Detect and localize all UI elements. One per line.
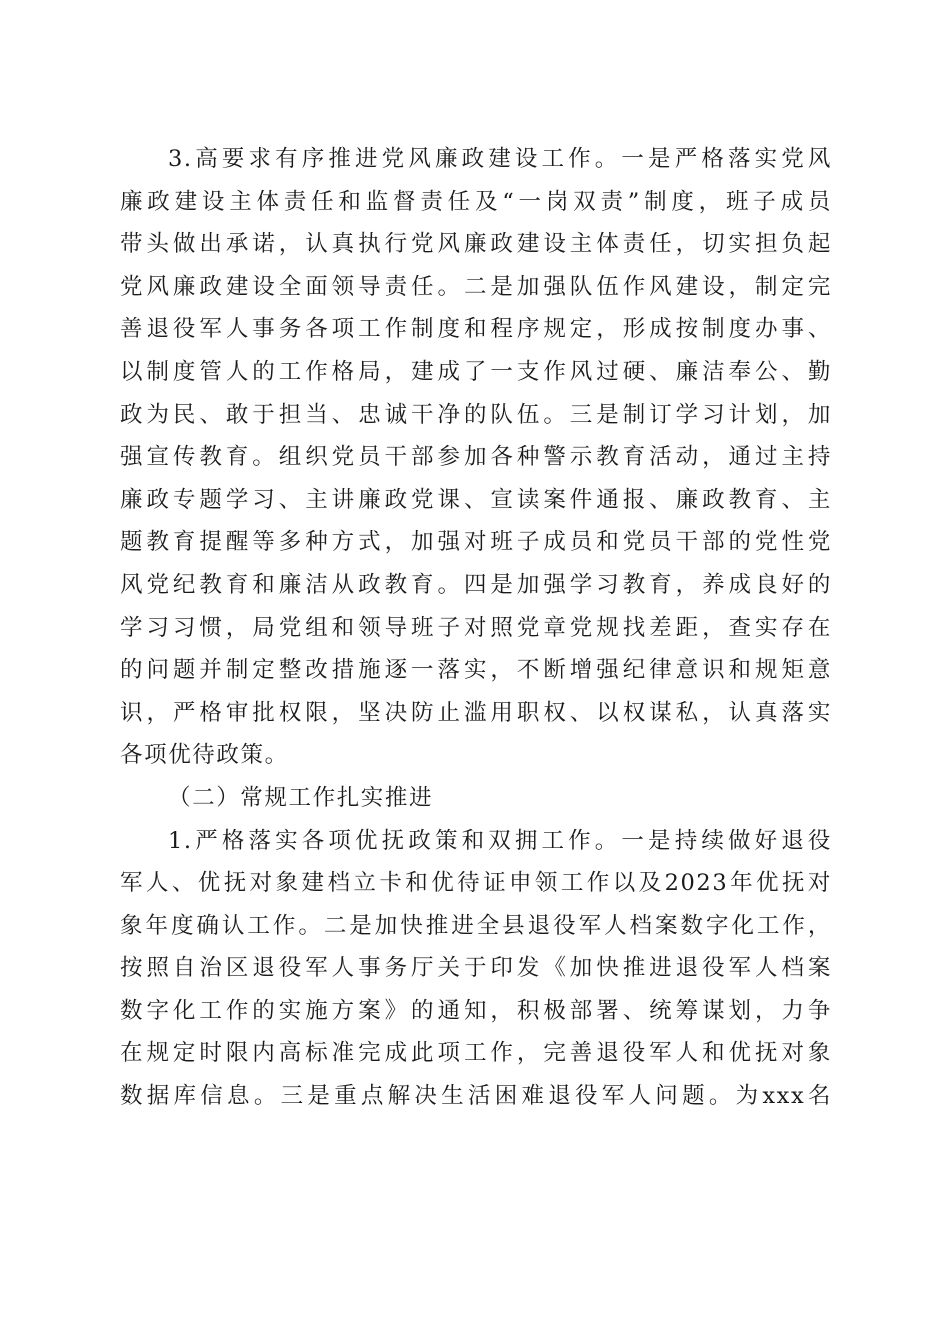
text-line: 廉政专题学习、主讲廉政党课、宣读案件通报、廉政教育、主 [120, 486, 832, 513]
document-body [120, 138, 832, 1118]
paragraph-preferential-policies [120, 820, 832, 1118]
text-line: 的问题并制定整改措施逐一落实，不断增强纪律意识和规矩意 [120, 657, 832, 684]
text-line: 风党纪教育和廉洁从政教育。四是加强学习教育，养成良好的 [120, 571, 832, 598]
text-line: 数据库信息。三是重点解决生活困难退役军人问题。为xxx名 [120, 1083, 832, 1110]
section-heading-text: （二）常规工作扎实推进 [168, 784, 434, 811]
text-line: 军人、优抚对象建档立卡和优待证申领工作以及2023年优抚对 [120, 870, 832, 897]
text-line: 按照自治区退役军人事务厅关于印发《加快推进退役军人档案 [120, 955, 832, 982]
text-line: 3.高要求有序推进党风廉政建设工作。一是严格落实党风 [168, 146, 832, 172]
text-line: 象年度确认工作。二是加快推进全县退役军人档案数字化工作， [120, 912, 832, 939]
text-line: 各项优待政策。 [120, 742, 289, 769]
text-line: 强宣传教育。组织党员干部参加各种警示教育活动，通过主持 [120, 444, 832, 471]
text-line: 党风廉政建设全面领导责任。二是加强队伍作风建设，制定完 [120, 273, 832, 300]
paragraph-party-conduct [120, 138, 832, 777]
text-line: 政为民、敢于担当、忠诚干净的队伍。三是制订学习计划，加 [120, 401, 832, 428]
text-line: 题教育提醒等多种方式，加强对班子成员和党员干部的党性党 [120, 529, 832, 556]
section-heading [120, 777, 832, 820]
text-line: 1.严格落实各项优抚政策和双拥工作。一是持续做好退役 [168, 827, 832, 854]
text-line: 数字化工作的实施方案》的通知，积极部署、统筹谋划，力争 [120, 997, 832, 1024]
text-line: 在规定时限内高标准完成此项工作，完善退役军人和优抚对象 [120, 1040, 832, 1067]
text-line: 识，严格审批权限，坚决防止滥用职权、以权谋私，认真落实 [120, 699, 832, 726]
text-line: 善退役军人事务各项工作制度和程序规定，形成按制度办事、 [120, 316, 832, 343]
text-line: 带头做出承诺，认真执行党风廉政建设主体责任，切实担负起 [120, 231, 832, 258]
text-line: 学习习惯，局党组和领导班子对照党章党规找差距，查实存在 [120, 614, 832, 641]
text-line: 以制度管人的工作格局，建成了一支作风过硬、廉洁奉公、勤 [120, 358, 832, 385]
text-line: 廉政建设主体责任和监督责任及“一岗双责”制度，班子成员 [120, 188, 832, 215]
